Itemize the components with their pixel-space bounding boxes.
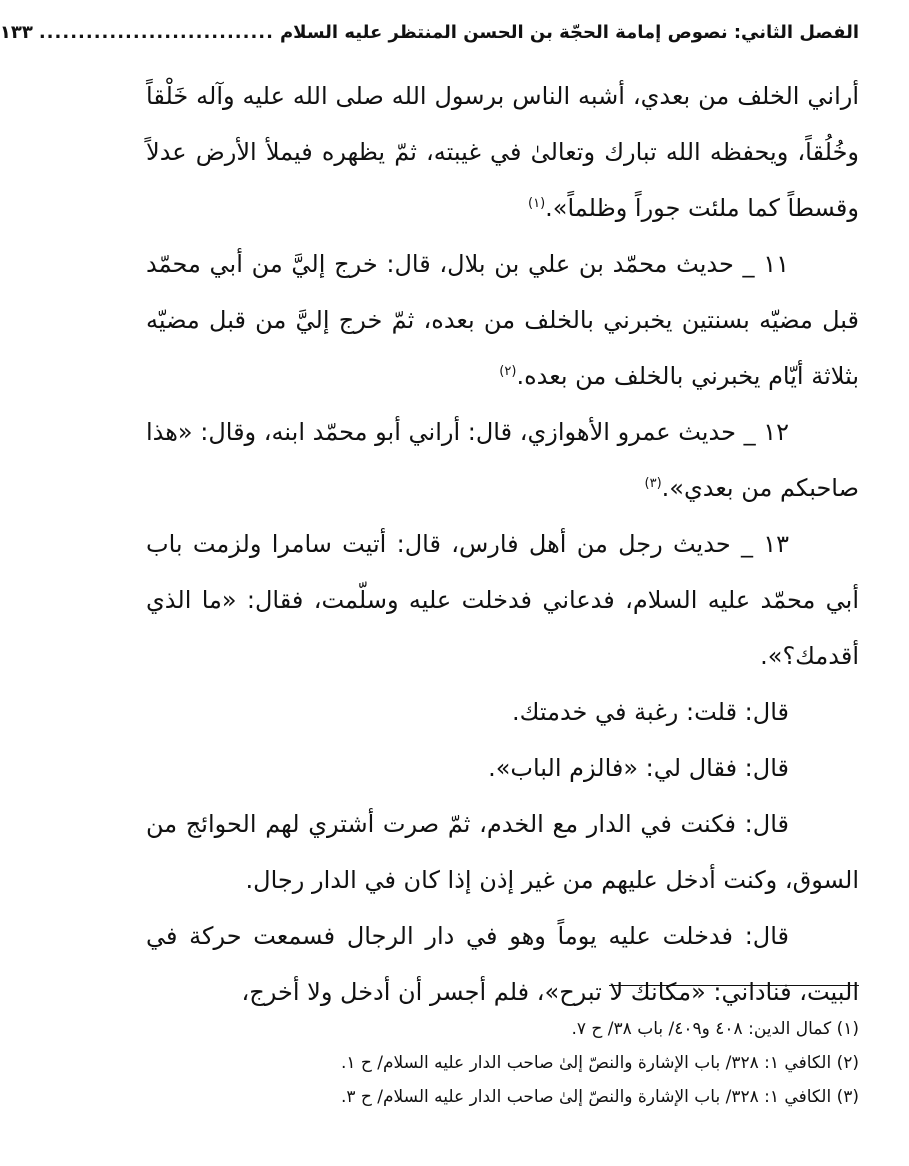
paragraph-2: ١١ _ حديث محمّد بن علي بن بلال، قال: خرج إليَّ من أبي محمّد قبل مضيّه بسنتين يخبرني بالخلف من بعده، ثمّ خرج إليَّ من قبل مضيّه بثلاثة أيّام يخبرني بالخلف من بعده.$^{(٢)}$ <box>146 250 859 390</box>
book-page <box>0 22 859 1146</box>
paragraph-3: ١٢ _ حديث عمرو الأهوازي، قال: أراني أبو محمّد ابنه، وقال: «هذا صاحبكم من بعدي».$^{(٣)}$ <box>146 418 859 502</box>
page-number: ١٣٣ <box>0 22 33 43</box>
footnote-separator <box>609 985 859 986</box>
paragraph-6: قال: فقال لي: «فالزم الباب». <box>488 754 789 782</box>
paragraph-7: قال: فكنت في الدار مع الخدم، ثمّ صرت أشتري لهم الحوائج من السوق، وكنت أدخل عليهم من غير إذن إذا كان في الدار رجال. <box>146 810 859 894</box>
paragraph-8: قال: فدخلت عليه يوماً وهو في دار الرجال فسمعت حركة في البيت، فناداني: «مكانك لا تبرح»، فلم أجسر أن أدخل ولا أخرج، <box>146 922 859 1006</box>
footnote-1: (١) كمال الدين: ٤٠٨ و٤٠٩/ باب ٣٨/ ح ٧. <box>571 1019 859 1039</box>
footnote-3: (٣) الكافي ١: ٣٢٨/ باب الإشارة والنصّ إلىٰ صاحب الدار عليه السلام/ ح ٣. <box>340 1087 859 1107</box>
footnote-ref-2: (٢) <box>499 364 517 379</box>
footnotes <box>146 1012 859 1114</box>
footnote-2: (٢) الكافي ١: ٣٢٨/ باب الإشارة والنصّ إلىٰ صاحب الدار عليه السلام/ ح ١. <box>340 1053 859 1073</box>
footnote-ref-3: (٣) <box>644 476 662 491</box>
main-text <box>146 68 859 1020</box>
paragraph-5: قال: قلت: رغبة في خدمتك. <box>511 698 789 726</box>
running-header <box>0 22 859 62</box>
chapter-title: الفصل الثاني: نصوص إمامة الحجّة بن الحسن المنتظر عليه السلام <box>279 22 859 43</box>
dot-leader: .............................. <box>38 22 274 43</box>
footnote-ref-1: (١) <box>528 196 546 211</box>
paragraph-1: أراني الخلف من بعدي، أشبه الناس برسول الله صلى الله عليه وآله خَلْقاً وخُلُقاً، ويحفظه الله تبارك وتعالىٰ في غيبته، ثمّ يظهره فيملأ الأرض عدلاً وقسطاً كما ملئت جوراً وظلماً».$^{(١)}$ <box>146 82 859 222</box>
paragraph-4: ١٣ _ حديث رجل من أهل فارس، قال: أتيت سامرا ولزمت باب أبي محمّد عليه السلام، فدعاني فدخلت عليه وسلّمت، فقال: «ما الذي أقدمك؟». <box>146 530 859 670</box>
